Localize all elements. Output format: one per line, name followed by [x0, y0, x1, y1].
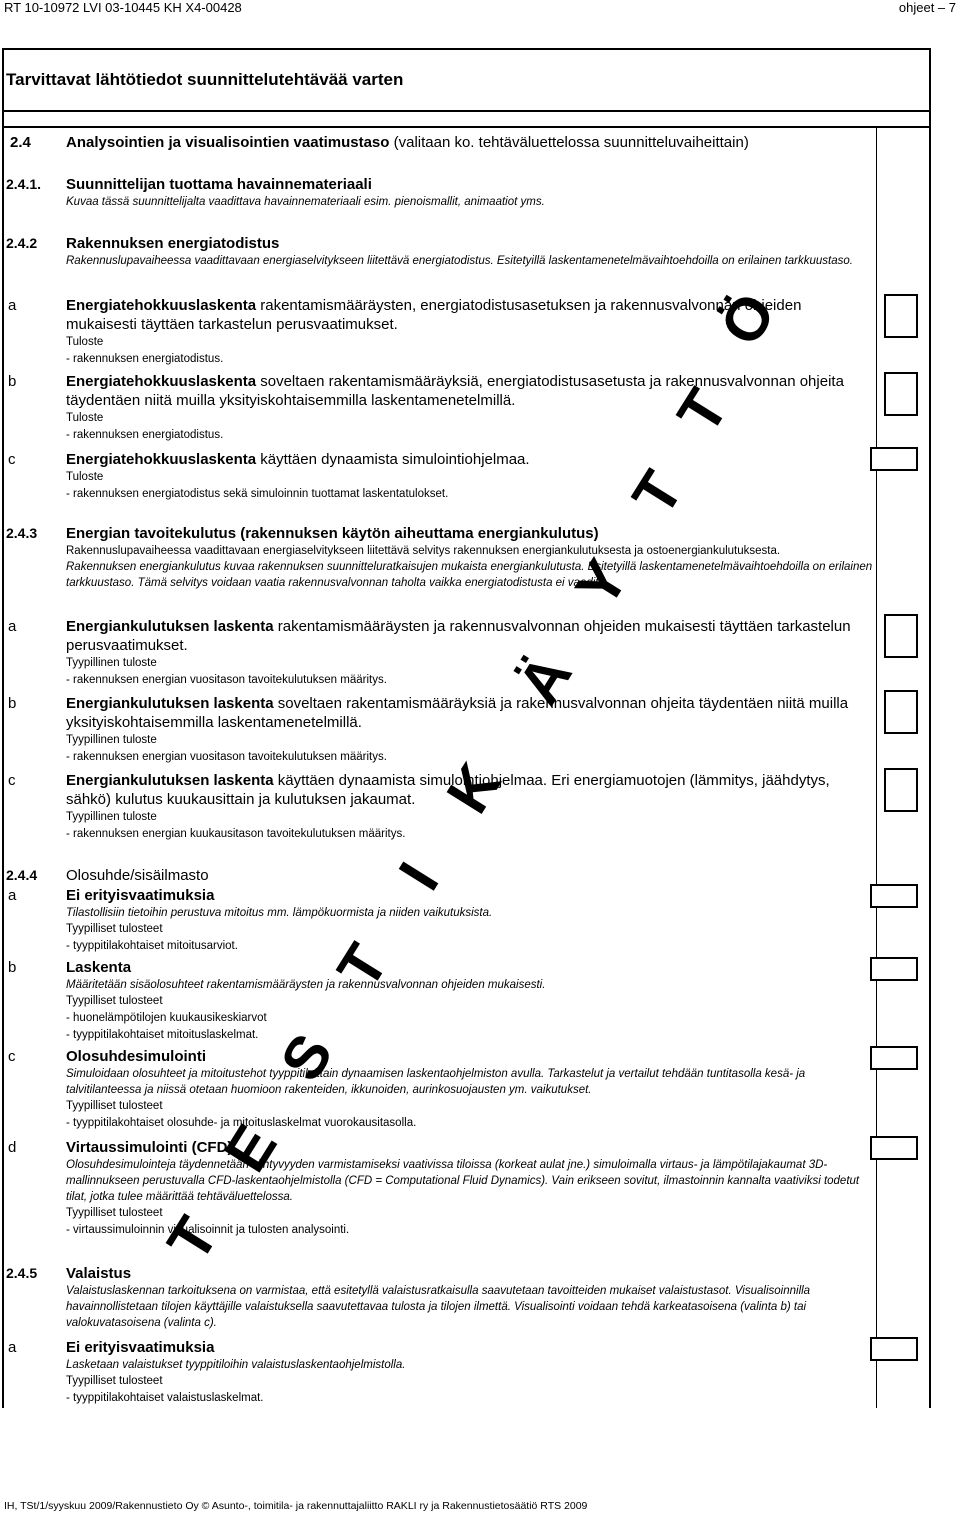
- option-letter: b: [8, 959, 17, 976]
- option-title: Energiatehokkuuslaskenta: [66, 451, 257, 468]
- section-title: Analysointien ja visualisointien vaatimustaso: [66, 134, 390, 151]
- option-letter: c: [8, 772, 16, 789]
- section-number: 2.4.2: [6, 235, 38, 251]
- checkbox-column-divider: [876, 128, 877, 1408]
- output-item: - rakennuksen energian vuositason tavoitekulutuksen määritys.: [66, 751, 387, 763]
- option-letter: a: [8, 297, 17, 314]
- checkbox-2-4-4-d[interactable]: [870, 1136, 918, 1160]
- option-text: käyttäen dynaamista simulointiohjelmaa. Eri energiamuotojen (lämmitys, jäähdytys, sähkö) kulutus kuukausittain ja kulutuksen jakaumat.: [66, 772, 830, 808]
- output-item: - huonelämpötilojen kuukausikeskiarvot: [66, 1012, 267, 1024]
- output-item: - tyyppitilakohtaiset mitoituslaskelmat.: [66, 1029, 259, 1041]
- output-item: - rakennuksen energian vuositason tavoitekulutuksen määritys.: [66, 674, 387, 686]
- option-description: Tilastollisiin tietoihin perustuva mitoitus mm. lämpökuormista ja niiden vaikutuksista.: [66, 907, 493, 919]
- option-title: Virtaussimulointi (CFD): [66, 1139, 233, 1156]
- option-text: rakentamismääräysten, energiatodistusasetuksen ja rakennusvalvonnan ohjeiden mukaisesti täyttäen tarkastelun perusvaatimukset.: [66, 297, 802, 333]
- output-label: Tyypilliset tulosteet: [66, 1375, 163, 1387]
- option-title: Energiankulutuksen laskenta: [66, 618, 274, 635]
- option-title: Ei erityisvaatimuksia: [66, 1339, 215, 1356]
- option-text: soveltaen rakentamismääräyksiä ja rakennusvalvonnan ohjeita täydentäen niitä muilla yksityiskohtaisemmilla laskentamenetelmillä.: [66, 695, 849, 731]
- section-note: (valitaan ko. tehtäväluettelossa suunnitteluvaiheittain): [389, 134, 749, 151]
- option-letter: d: [8, 1139, 17, 1156]
- watermark-letter: K: [433, 752, 514, 825]
- section-title: Olosuhde/sisäilmasto: [66, 867, 209, 884]
- checkbox-2-4-4-b[interactable]: [870, 957, 918, 981]
- output-label: Tyypillinen tuloste: [66, 734, 157, 746]
- output-item: - rakennuksen energiatodistus sekä simuloinnin tuottamat laskentatulokset.: [66, 488, 449, 500]
- watermark-letter: T: [154, 1205, 231, 1273]
- watermark-letter: T: [664, 377, 741, 445]
- section-title: Rakennuksen energiatodistus: [66, 235, 280, 252]
- option-letter: b: [8, 373, 17, 390]
- output-label: Tuloste: [66, 471, 104, 483]
- output-label: Tyypilliset tulosteet: [66, 923, 163, 935]
- section-title: Energian tavoitekulutus (rakennuksen käytön aiheuttama energiankulutus): [66, 525, 599, 542]
- output-item: - rakennuksen energian kuukausitason tavoitekulutuksen määritys.: [66, 828, 406, 840]
- checkbox-2-4-2-c[interactable]: [870, 447, 918, 471]
- output-item: - tyyppitilakohtaiset valaistuslaskelmat.: [66, 1392, 264, 1404]
- output-label: Tyypillinen tuloste: [66, 657, 157, 669]
- page-title: Tarvittavat lähtötiedot suunnittelutehtävää varten: [6, 70, 404, 89]
- option-title: Laskenta: [66, 959, 132, 976]
- page-header: [0, 0, 960, 24]
- checkbox-2-4-3-a[interactable]: [884, 614, 918, 658]
- page-number: ohjeet – 7: [898, 0, 956, 15]
- watermark-letter: I: [385, 851, 452, 901]
- section-title: Suunnittelijan tuottama havainnemateriaali: [66, 176, 372, 193]
- output-label: Tuloste: [66, 336, 104, 348]
- option-text: soveltaen rakentamismääräyksiä, energiatodistusasetusta ja rakennusvalvonnan ohjeita täydentäen niitä muilla yksityiskohtaisemmilla laskentamenetelmillä.: [66, 373, 844, 409]
- page-footer: IH, TSt/1/syyskuu 2009/Rakennustieto Oy © Asunto-, toimitila- ja rakennuttajaliitto RAKLI ry ja Rakennustietosäätiö RTS 2009: [4, 1500, 588, 1512]
- document-codes: RT 10-10972 LVI 03-10445 KH X4-00428: [4, 0, 242, 15]
- watermark-letter: Ä: [504, 643, 585, 716]
- checkbox-2-4-3-b[interactable]: [884, 690, 918, 734]
- option-title: Energiankulutuksen laskenta: [66, 772, 274, 789]
- option-letter: a: [8, 1339, 17, 1356]
- output-item: - tyyppitilakohtaiset mitoitusarviot.: [66, 940, 238, 952]
- section-description: Kuvaa tässä suunnittelijalta vaadittava havainnemateriaali esim. pienoismallit, animaatiot yms.: [66, 196, 545, 208]
- section-number: 2.4.1.: [6, 176, 42, 192]
- watermark-letter: S: [267, 1022, 346, 1092]
- output-label: Tyypillinen tuloste: [66, 811, 157, 823]
- checkbox-2-4-2-a[interactable]: [884, 294, 918, 338]
- watermark-letter: Y: [562, 548, 641, 618]
- checkbox-2-4-2-b[interactable]: [884, 372, 918, 416]
- output-item: - virtaussimuloinnin visualisoinnit ja tulosten analysointi.: [66, 1224, 350, 1236]
- output-item: - rakennuksen energiatodistus.: [66, 353, 224, 365]
- watermark-letter: Ö: [706, 281, 789, 357]
- option-letter: a: [8, 618, 17, 635]
- option-title: Olosuhdesimulointi: [66, 1048, 207, 1065]
- section-number: 2.4.4: [6, 867, 38, 883]
- checkbox-2-4-4-a[interactable]: [870, 884, 918, 908]
- section-title: Valaistus: [66, 1265, 132, 1282]
- output-label: Tyypilliset tulosteet: [66, 1207, 163, 1219]
- section-description: Rakennuslupavaiheessa vaadittavaan energiaselvitykseen liitettävä selvitys rakennuksen energiankulutuksesta ja ostoenergiankulutuksesta.: [66, 545, 781, 557]
- section-divider: [2, 126, 931, 128]
- output-label: Tyypilliset tulosteet: [66, 995, 163, 1007]
- output-item: - tyyppitilakohtaiset olosuhde- ja mitoituslaskelmat vuorokausitasolla.: [66, 1117, 417, 1129]
- option-description: Olosuhdesimulointeja täydennetään viihtyvyyden varmistamiseksi vaativissa tiloissa (korkeat aulat jne.) simuloimalla virtaus- ja lämpötilajakaumat 3D-mallinnukseen perustuvalla CFD-laskentaohjelmistolla (CFD = Computational Fluid Dynamics). Vain erikseen sovitut, ilmastoinnin kannalta vaativiksi todetut tilat, jotka tulee määrittää tehtäväluettelossa.: [66, 1159, 860, 1203]
- watermark-letter: T: [324, 932, 401, 1000]
- section-number: 2.4: [10, 134, 31, 151]
- section-description-2: Rakennuksen energiankulutus kuvaa rakennuksen suunnitteluratkaisujen mukaista energiankulutusta. Esitetyillä laskentamenetelmävaihtoehdoilla on erilainen tarkkuustaso. Tämä selvitys voidaan vaatia rakennusvalvonnan taholta vaikka energiatodistusta ei vaadita.: [66, 561, 873, 589]
- option-title: Energiankulutuksen laskenta: [66, 695, 274, 712]
- checkbox-2-4-3-c[interactable]: [884, 768, 918, 812]
- option-title: Energiatehokkuuslaskenta: [66, 373, 257, 390]
- checkbox-2-4-5-a[interactable]: [870, 1337, 918, 1361]
- option-description: Simuloidaan olosuhteet ja mitoitustehot tyyppitiloittain dynaamisen laskentaohjelmiston avulla. Tarkastelut ja vertailut tehdään tuntitasolla kesä- ja talvitilanteessa ja niissä otetaan huomioon rakenteiden, ikkunoiden, aurinkosuojausten ym. vaikutukset.: [66, 1068, 806, 1096]
- section-number: 2.4.5: [6, 1265, 38, 1281]
- option-description: Määritetään sisäolosuhteet rakentamismääräysten ja rakennusvalvonnan ohjeiden mukaisesti.: [66, 979, 546, 991]
- section-number: 2.4.3: [6, 525, 38, 541]
- section-description: Rakennuslupavaiheessa vaadittavaan energiaselvitykseen liitettävä energiatodistus. Esitetyillä laskentamenetelmävaihtoehdoilla on erilainen tarkkuustaso.: [66, 255, 853, 267]
- output-label: Tuloste: [66, 412, 104, 424]
- option-description: Lasketaan valaistukset tyyppitiloihin valaistuslaskentaohjelmistolla.: [66, 1359, 406, 1371]
- option-letter: c: [8, 1048, 16, 1065]
- output-label: Tyypilliset tulosteet: [66, 1100, 163, 1112]
- option-text: rakentamismääräysten ja rakennusvalvonnan ohjeiden mukaisesti täyttäen tarkastelun perusvaatimukset.: [66, 618, 851, 654]
- option-text: käyttäen dynaamista simulointiohjelmaa.: [256, 451, 530, 468]
- watermark-letter: T: [619, 459, 696, 527]
- option-letter: b: [8, 695, 17, 712]
- watermark-letter: E: [211, 1113, 290, 1183]
- title-band: [4, 50, 929, 112]
- checkbox-2-4-4-c[interactable]: [870, 1046, 918, 1070]
- option-title: Energiatehokkuuslaskenta: [66, 297, 257, 314]
- section-description: Valaistuslaskennan tarkoituksena on varmistaa, että esitetyllä valaistusratkaisulla saavutetaan tavoitteiden mukaiset valaistustasot. Visualisoinnilla havainnollistetaan tilojen käyttäjille valaistuksella saavutettavaa tulosta ja tilojen ilmettä. Visualisointi voidaan tehdä karkeatasoisena (valinta b) tai valokuvatasoisena (valinta c).: [66, 1285, 811, 1329]
- option-title: Ei erityisvaatimuksia: [66, 887, 215, 904]
- output-item: - rakennuksen energiatodistus.: [66, 429, 224, 441]
- option-letter: a: [8, 887, 17, 904]
- option-letter: c: [8, 451, 16, 468]
